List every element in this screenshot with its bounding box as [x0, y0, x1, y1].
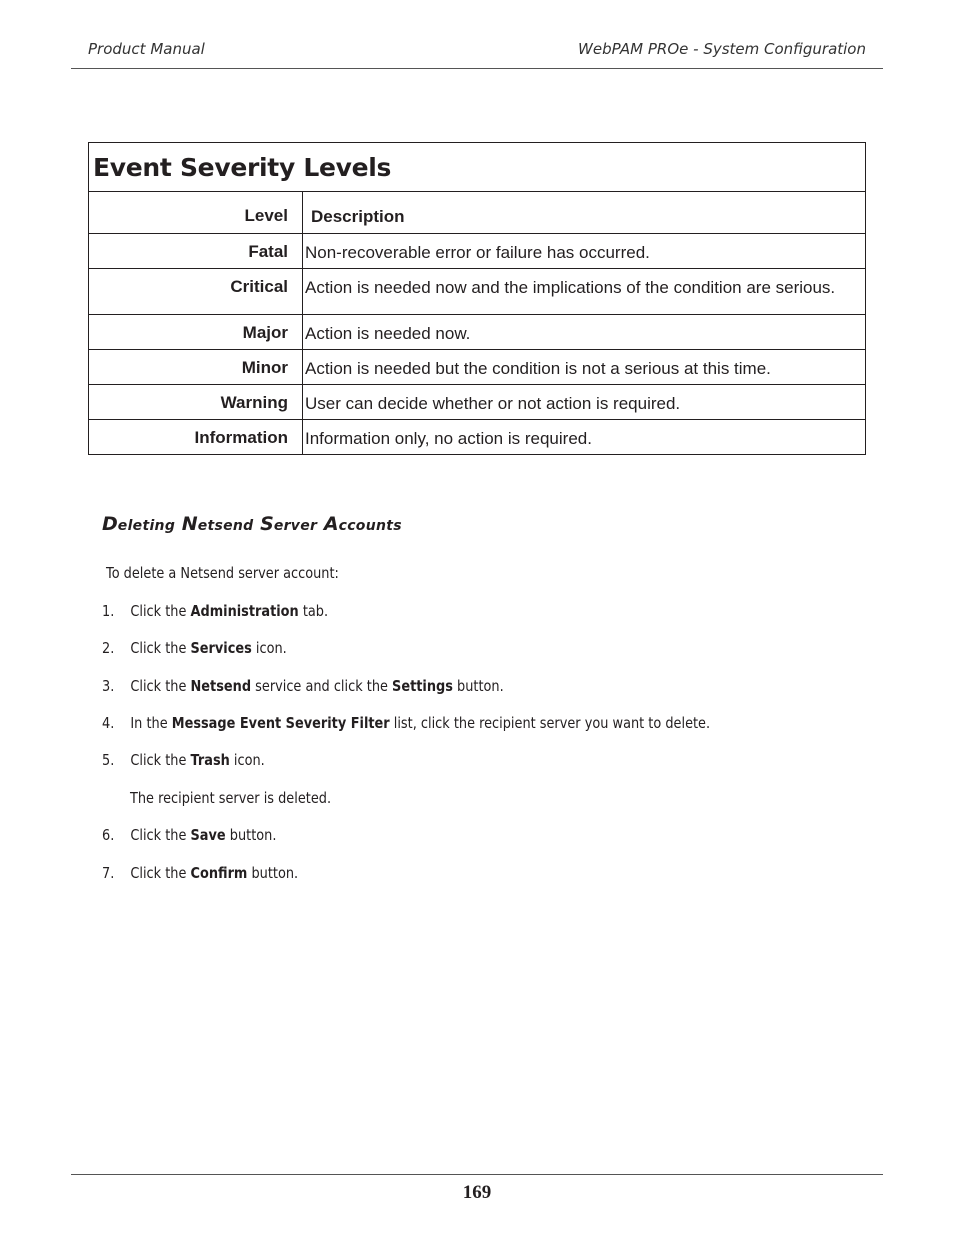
- column-header-level: Level: [89, 192, 303, 234]
- step-item: 7. Click the Confirm button.: [102, 864, 299, 882]
- table-row: [89, 350, 866, 385]
- level-cell: Critical: [89, 269, 303, 315]
- description-cell: Information only, no action is required.: [303, 420, 866, 455]
- level-cell: Warning: [89, 385, 303, 420]
- table-header-row: [89, 192, 866, 234]
- level-cell: Fatal: [89, 234, 303, 269]
- intro-text: To delete a Netsend server account:: [106, 564, 339, 582]
- description-cell: Non-recoverable error or failure has occurred.: [303, 234, 866, 269]
- page-number: 169: [462, 1182, 492, 1203]
- running-header-right: WebPAM PROe - System Configuration: [578, 40, 866, 58]
- footer-rule: [71, 1174, 883, 1175]
- level-cell: Major: [89, 315, 303, 350]
- table-row: [89, 315, 866, 350]
- description-cell: Action is needed but the condition is not a serious at this time.: [303, 350, 866, 385]
- level-cell: Minor: [89, 350, 303, 385]
- section-heading: Deleting Netsend Server Accounts: [102, 513, 402, 535]
- running-header-left: Product Manual: [88, 40, 205, 58]
- step-item: 1. Click the Administration tab.: [102, 602, 329, 620]
- column-header-description: Description: [303, 192, 866, 234]
- level-cell: Information: [89, 420, 303, 455]
- table-row: [89, 420, 866, 455]
- step-item: 5. Click the Trash icon.: [102, 751, 265, 769]
- header-rule: [71, 68, 883, 69]
- table-title: Event Severity Levels: [93, 153, 392, 182]
- table-row: [89, 234, 866, 269]
- table-row: [89, 385, 866, 420]
- table-row: [89, 269, 866, 315]
- step-item: 4. In the Message Event Severity Filter list, click the recipient server you want to delete.: [102, 714, 711, 732]
- description-cell: User can decide whether or not action is required.: [303, 385, 866, 420]
- step-item: 3. Click the Netsend service and click the Settings button.: [102, 677, 504, 695]
- table-title-cell: [89, 143, 866, 192]
- step-item: 6. Click the Save button.: [102, 826, 277, 844]
- description-cell: Action is needed now.: [303, 315, 866, 350]
- step-note: The recipient server is deleted.: [130, 789, 332, 807]
- event-severity-table: [88, 142, 866, 455]
- step-item: 2. Click the Services icon.: [102, 639, 287, 657]
- description-cell: Action is needed now and the implications of the condition are serious.: [303, 269, 866, 315]
